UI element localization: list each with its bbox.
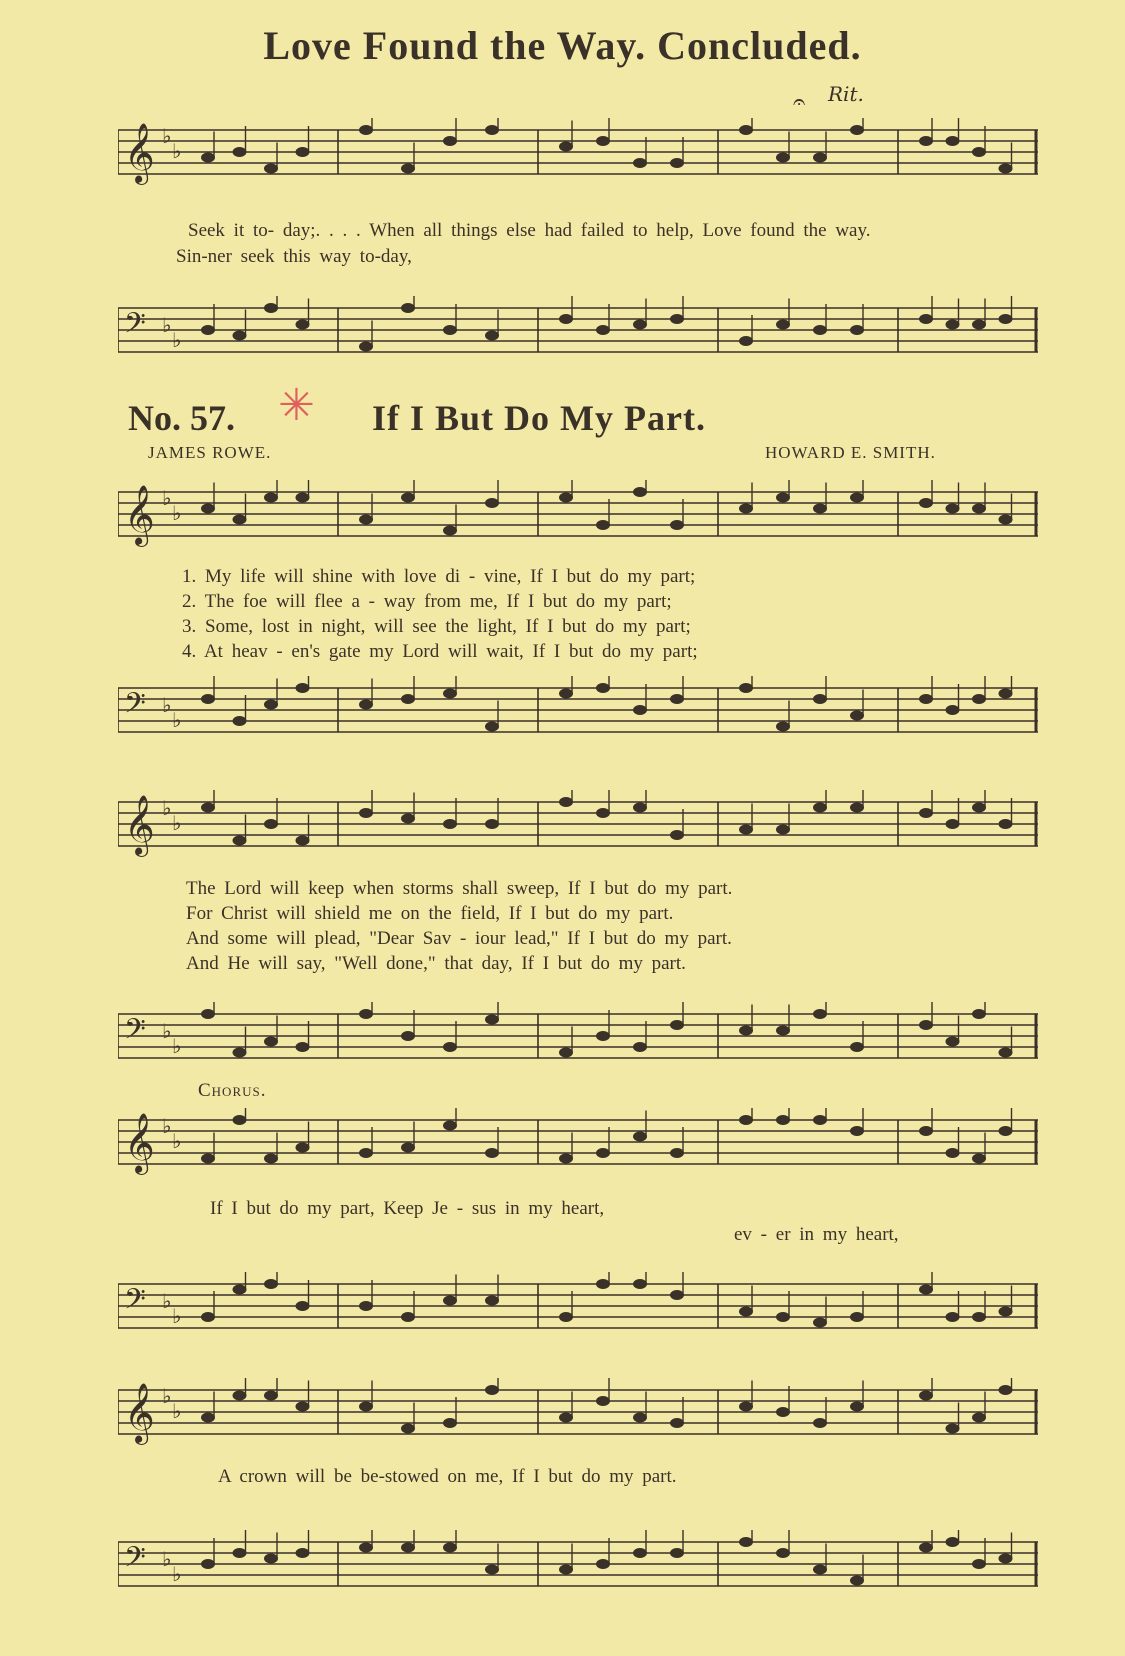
note-head [485, 498, 499, 508]
note-head [559, 1565, 573, 1575]
note-head [443, 1042, 457, 1052]
note-head [401, 814, 415, 824]
note-head [633, 1279, 647, 1289]
note-head [850, 711, 864, 721]
flat-icon: ♭ [162, 1019, 172, 1043]
composer-credit: HOWARD E. SMITH. [765, 443, 936, 462]
note-head [201, 1009, 215, 1019]
note-head [596, 1148, 610, 1158]
verse-line: 1. My life will shine with love di - vine, If I but do my part; [182, 566, 696, 587]
note-head [999, 314, 1013, 324]
note-head [919, 1391, 933, 1401]
note-head [850, 803, 864, 813]
note-head [443, 136, 457, 146]
verse-line: For Christ will shield me on the field, If I but do my part. [186, 903, 674, 924]
treble-clef-icon: 𝄞 [124, 1113, 155, 1173]
bass-clef-icon: 𝄢 [124, 1013, 146, 1053]
note-head [919, 1543, 933, 1553]
verse-line: 3. Some, lost in night, will see the light, If I but do my part; [182, 616, 691, 637]
note-head [485, 722, 499, 732]
note-head [670, 1418, 684, 1428]
note-head [296, 1301, 310, 1311]
note-head [443, 1121, 457, 1131]
flat-icon: ♭ [172, 811, 182, 835]
note-head [201, 153, 215, 163]
verse-line: And some will plead, "Dear Sav - iour lead," If I but do my part. [186, 928, 732, 949]
note-head [359, 1148, 373, 1158]
lyric-line: Seek it to- day;. . . . When all things else had failed to help, Love found the way. [188, 220, 871, 241]
note-head [633, 320, 647, 330]
note-head [233, 1115, 247, 1125]
flat-icon: ♭ [172, 328, 182, 352]
flat-icon: ♭ [172, 501, 182, 525]
note-head [739, 504, 753, 514]
note-head [201, 504, 215, 514]
note-head [776, 320, 790, 330]
note-head [999, 1385, 1013, 1395]
note-head [776, 1548, 790, 1558]
note-head [401, 1543, 415, 1553]
note-head [443, 1296, 457, 1306]
note-head [670, 314, 684, 324]
flat-icon: ♭ [172, 139, 182, 163]
note-head [264, 1279, 278, 1289]
note-head [946, 504, 960, 514]
note-head [813, 153, 827, 163]
note-head [813, 1418, 827, 1428]
note-head [443, 819, 457, 829]
note-head [401, 1031, 415, 1041]
note-head [739, 825, 753, 835]
note-head [596, 1559, 610, 1569]
note-head [201, 1559, 215, 1569]
lyric-line: Sin-ner seek this way to-day, [176, 246, 412, 267]
note-head [739, 1307, 753, 1317]
flat-icon: ♭ [172, 1399, 182, 1423]
note-head [443, 1543, 457, 1553]
note-head [776, 722, 790, 732]
note-head [485, 1296, 499, 1306]
note-head [233, 515, 247, 525]
bass-staff [118, 1530, 1038, 1610]
verse-line: And He will say, "Well done," that day, If I but do my part. [186, 953, 686, 974]
flat-icon: ♭ [172, 1304, 182, 1328]
note-head [946, 1037, 960, 1047]
note-head [739, 1115, 753, 1125]
note-head [670, 1548, 684, 1558]
note-head [233, 147, 247, 157]
note-head [946, 1148, 960, 1158]
note-head [296, 1402, 310, 1412]
note-head [296, 320, 310, 330]
note-head [264, 1154, 278, 1164]
flat-icon: ♭ [162, 796, 172, 820]
note-head [999, 515, 1013, 525]
flat-icon: ♭ [172, 708, 182, 732]
fermata-icon: 𝄐 [793, 90, 806, 115]
treble-staff [118, 1378, 1038, 1458]
note-head [972, 1009, 986, 1019]
note-head [359, 515, 373, 525]
note-head [359, 342, 373, 352]
note-head [999, 1307, 1013, 1317]
hymn-title: If I But Do My Part. [372, 398, 706, 438]
note-head [813, 803, 827, 813]
note-head [596, 808, 610, 818]
note-head [813, 694, 827, 704]
note-head [233, 1548, 247, 1558]
note-head [633, 705, 647, 715]
note-head [813, 325, 827, 335]
note-head [739, 125, 753, 135]
note-head [670, 1148, 684, 1158]
bass-staff [118, 1272, 1038, 1352]
note-head [850, 493, 864, 503]
note-head [739, 336, 753, 346]
treble-staff [118, 790, 1038, 870]
note-head [776, 825, 790, 835]
note-head [919, 498, 933, 508]
verse-line: The Lord will keep when storms shall sweep, If I but do my part. [186, 878, 733, 899]
note-head [670, 158, 684, 168]
note-head [485, 125, 499, 135]
ritardando-mark: Rit. [828, 82, 864, 106]
note-head [596, 325, 610, 335]
note-head [919, 1126, 933, 1136]
note-head [596, 1396, 610, 1406]
treble-staff [118, 1108, 1038, 1188]
note-head [233, 1285, 247, 1295]
flat-icon: ♭ [162, 1289, 172, 1313]
note-head [296, 147, 310, 157]
note-head [201, 1413, 215, 1423]
note-head [670, 1290, 684, 1300]
note-head [485, 1015, 499, 1025]
note-head [919, 1020, 933, 1030]
note-head [946, 136, 960, 146]
note-head [201, 1312, 215, 1322]
flat-icon: ♭ [172, 1034, 182, 1058]
note-head [670, 694, 684, 704]
note-head [359, 808, 373, 818]
note-head [946, 705, 960, 715]
note-head [999, 1048, 1013, 1058]
flat-icon: ♭ [172, 1562, 182, 1586]
note-head [776, 493, 790, 503]
note-head [919, 136, 933, 146]
note-head [850, 1126, 864, 1136]
note-head [359, 1009, 373, 1019]
note-head [401, 493, 415, 503]
note-head [485, 1565, 499, 1575]
flat-icon: ♭ [162, 313, 172, 337]
note-head [596, 520, 610, 530]
note-head [972, 504, 986, 514]
note-head [485, 331, 499, 341]
treble-clef-icon: 𝄞 [124, 123, 155, 183]
note-head [776, 1115, 790, 1125]
chorus-label: Chorus. [198, 1080, 267, 1101]
note-head [919, 1285, 933, 1295]
star-mark-icon: ✳ [278, 380, 315, 431]
note-head [596, 136, 610, 146]
note-head [485, 1385, 499, 1395]
note-head [776, 1407, 790, 1417]
chorus-line: A crown will be be-stowed on me, If I but do my part. [218, 1466, 677, 1487]
note-head [401, 1312, 415, 1322]
note-head [233, 331, 247, 341]
note-head [633, 1132, 647, 1142]
verse-line: 4. At heav - en's gate my Lord will wait, If I but do my part; [182, 641, 698, 662]
note-head [972, 147, 986, 157]
note-head [359, 1301, 373, 1311]
note-head [401, 303, 415, 313]
note-head [443, 689, 457, 699]
note-head [739, 1026, 753, 1036]
note-head [813, 1009, 827, 1019]
note-head [559, 689, 573, 699]
note-head [296, 1143, 310, 1153]
note-head [485, 1148, 499, 1158]
note-head [264, 164, 278, 174]
note-head [776, 153, 790, 163]
chorus-line: ev - er in my heart, [734, 1224, 899, 1245]
treble-clef-icon: 𝄞 [124, 485, 155, 545]
note-head [919, 314, 933, 324]
bass-clef-icon: 𝄢 [124, 307, 146, 347]
note-head [485, 819, 499, 829]
note-head [233, 716, 247, 726]
note-head [999, 1554, 1013, 1564]
flat-icon: ♭ [162, 1114, 172, 1138]
note-head [972, 1154, 986, 1164]
note-head [559, 493, 573, 503]
treble-clef-icon: 𝄞 [124, 795, 155, 855]
concluded-song-title: Love Found the Way. Concluded. [263, 23, 862, 68]
hymn-number: No. 57. [128, 398, 235, 438]
note-head [972, 1413, 986, 1423]
note-head [813, 504, 827, 514]
note-head [233, 1391, 247, 1401]
note-head [633, 1042, 647, 1052]
note-head [233, 1048, 247, 1058]
bass-clef-icon: 𝄢 [124, 687, 146, 727]
note-head [999, 819, 1013, 829]
flat-icon: ♭ [162, 486, 172, 510]
note-head [359, 125, 373, 135]
note-head [264, 819, 278, 829]
note-head [559, 1312, 573, 1322]
note-head [296, 493, 310, 503]
bass-clef-icon: 𝄢 [124, 1283, 146, 1323]
note-head [633, 487, 647, 497]
note-head [999, 689, 1013, 699]
note-head [850, 1576, 864, 1586]
note-head [264, 493, 278, 503]
note-head [946, 1312, 960, 1322]
note-head [201, 1154, 215, 1164]
note-head [296, 1042, 310, 1052]
note-head [999, 164, 1013, 174]
note-head [201, 694, 215, 704]
flat-icon: ♭ [162, 124, 172, 148]
bass-staff [118, 296, 1038, 376]
bass-staff [118, 1002, 1038, 1082]
note-head [850, 125, 864, 135]
note-head [559, 797, 573, 807]
note-head [633, 803, 647, 813]
note-head [776, 1312, 790, 1322]
note-head [633, 1413, 647, 1423]
treble-staff [118, 480, 1038, 560]
note-head [264, 1391, 278, 1401]
note-head [443, 1418, 457, 1428]
note-head [999, 1126, 1013, 1136]
note-head [296, 1548, 310, 1558]
note-head [670, 520, 684, 530]
bass-clef-icon: 𝄢 [124, 1541, 146, 1581]
flat-icon: ♭ [162, 693, 172, 717]
note-head [359, 1402, 373, 1412]
note-head [443, 325, 457, 335]
note-head [401, 694, 415, 704]
note-head [850, 1042, 864, 1052]
flat-icon: ♭ [162, 1384, 172, 1408]
note-head [559, 1154, 573, 1164]
note-head [850, 1402, 864, 1412]
note-head [633, 1548, 647, 1558]
note-head [946, 320, 960, 330]
flat-icon: ♭ [172, 1129, 182, 1153]
note-head [401, 1424, 415, 1434]
note-head [919, 694, 933, 704]
note-head [813, 1565, 827, 1575]
note-head [813, 1318, 827, 1328]
lyricist-credit: JAMES ROWE. [148, 443, 272, 462]
note-head [972, 320, 986, 330]
note-head [559, 1048, 573, 1058]
note-head [596, 1031, 610, 1041]
note-head [972, 803, 986, 813]
note-head [739, 683, 753, 693]
note-head [296, 683, 310, 693]
note-head [264, 1554, 278, 1564]
note-head [296, 836, 310, 846]
note-head [264, 700, 278, 710]
note-head [972, 694, 986, 704]
note-head [850, 325, 864, 335]
note-head [233, 836, 247, 846]
chorus-line: If I but do my part, Keep Je - sus in my heart, [210, 1198, 605, 1219]
note-head [359, 1543, 373, 1553]
note-head [739, 1537, 753, 1547]
bass-staff [118, 676, 1038, 756]
note-head [946, 819, 960, 829]
note-head [559, 142, 573, 152]
note-head [359, 700, 373, 710]
note-head [443, 526, 457, 536]
note-head [670, 1020, 684, 1030]
note-head [264, 303, 278, 313]
note-head [559, 1413, 573, 1423]
note-head [264, 1037, 278, 1047]
flat-icon: ♭ [162, 1547, 172, 1571]
note-head [813, 1115, 827, 1125]
verse-line: 2. The foe will flee a - way from me, If I but do my part; [182, 591, 672, 612]
treble-clef-icon: 𝄞 [124, 1383, 155, 1443]
note-head [401, 164, 415, 174]
note-head [596, 1279, 610, 1289]
note-head [596, 683, 610, 693]
note-head [946, 1424, 960, 1434]
note-head [776, 1026, 790, 1036]
note-head [946, 1537, 960, 1547]
note-head [201, 325, 215, 335]
note-head [972, 1312, 986, 1322]
note-head [739, 1402, 753, 1412]
note-head [633, 158, 647, 168]
note-head [919, 808, 933, 818]
note-head [559, 314, 573, 324]
note-head [201, 803, 215, 813]
note-head [850, 1312, 864, 1322]
note-head [972, 1559, 986, 1569]
note-head [670, 830, 684, 840]
treble-staff [118, 118, 1038, 198]
note-head [401, 1143, 415, 1153]
